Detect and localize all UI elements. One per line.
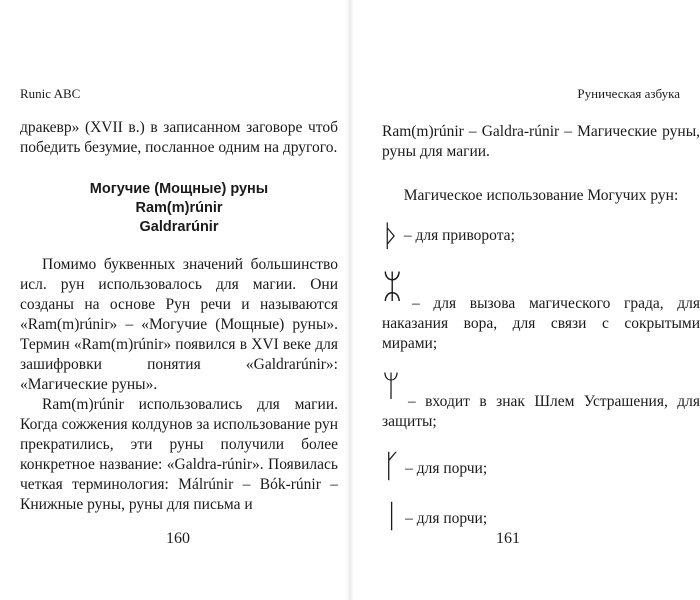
right-page-number: 161 bbox=[496, 530, 520, 547]
left-running-head: Runic ABC bbox=[20, 86, 81, 101]
left-page-number: 160 bbox=[166, 530, 190, 547]
right-page bbox=[350, 0, 700, 600]
section-heading-line-1: Могучие (Мощные) руны bbox=[89, 181, 269, 197]
section-heading bbox=[20, 180, 338, 237]
rune-item-text: – для порчи; bbox=[405, 460, 488, 477]
rune-item-text: – для порчи; bbox=[405, 510, 488, 527]
kaun-rune-icon: ᚴ bbox=[382, 447, 402, 485]
rune-item-text: – для приворота; bbox=[403, 227, 515, 244]
right-intro-line: Магическое использование Могучих рун: bbox=[403, 187, 679, 204]
isa-rune-icon: ᛁ bbox=[382, 497, 402, 535]
rune-item-text: – входит в знак Шлем Устрашения, для защиты; bbox=[382, 393, 700, 430]
right-paragraph-1: Ram(m)rúnir – Galdra-rúnir – Магические руны, руны для магии. bbox=[382, 123, 700, 160]
madr-rune-icon: ᛘ bbox=[382, 369, 400, 404]
right-running-head: Руническая азбука bbox=[577, 86, 680, 101]
rune-item bbox=[382, 497, 700, 535]
section-heading-line-2: Ram(m)rúnir bbox=[135, 200, 223, 216]
thurisaz-rune-icon: ᚦ bbox=[382, 219, 400, 254]
rune-item bbox=[382, 447, 700, 485]
star-rune-icon: ᛯ bbox=[382, 267, 403, 307]
rune-item bbox=[382, 219, 700, 254]
right-page-body bbox=[382, 122, 700, 535]
rune-item bbox=[382, 267, 700, 354]
left-paragraph-1: Помимо буквенных значений большинство исл. рун использовалось для магии. Они созданы на основе Рун речи и называются «Ram(m)rúnir» – «Могучие (Мощные) руны». Термин «Ram(m)rúnir» появился в XVI веке для зашифровки понятия «Galdrarúnir»: «Магические руны». bbox=[20, 256, 338, 393]
left-paragraph-continued: дракевр» (XVII в.) в записанном заговоре чтоб победить безумие, посланное одним на другого. bbox=[20, 119, 338, 156]
rune-item-text: – для вызова магического града, для наказания вора, для связи с сокрытыми мирами; bbox=[382, 295, 700, 352]
section-heading-line-3: Galdrarúnir bbox=[139, 219, 219, 235]
rune-item bbox=[382, 369, 700, 432]
left-page-body bbox=[20, 118, 338, 515]
left-paragraph-2: Ram(m)rúnir использовались для магии. Когда сожжения колдунов за использование рун прекратились, эти руны получили более конкретное название: «Galdra-rúnir». Появилась четкая терминология: Málrúnir – Bók-rúnir – Книжные руны, руны для письма и bbox=[20, 396, 338, 513]
